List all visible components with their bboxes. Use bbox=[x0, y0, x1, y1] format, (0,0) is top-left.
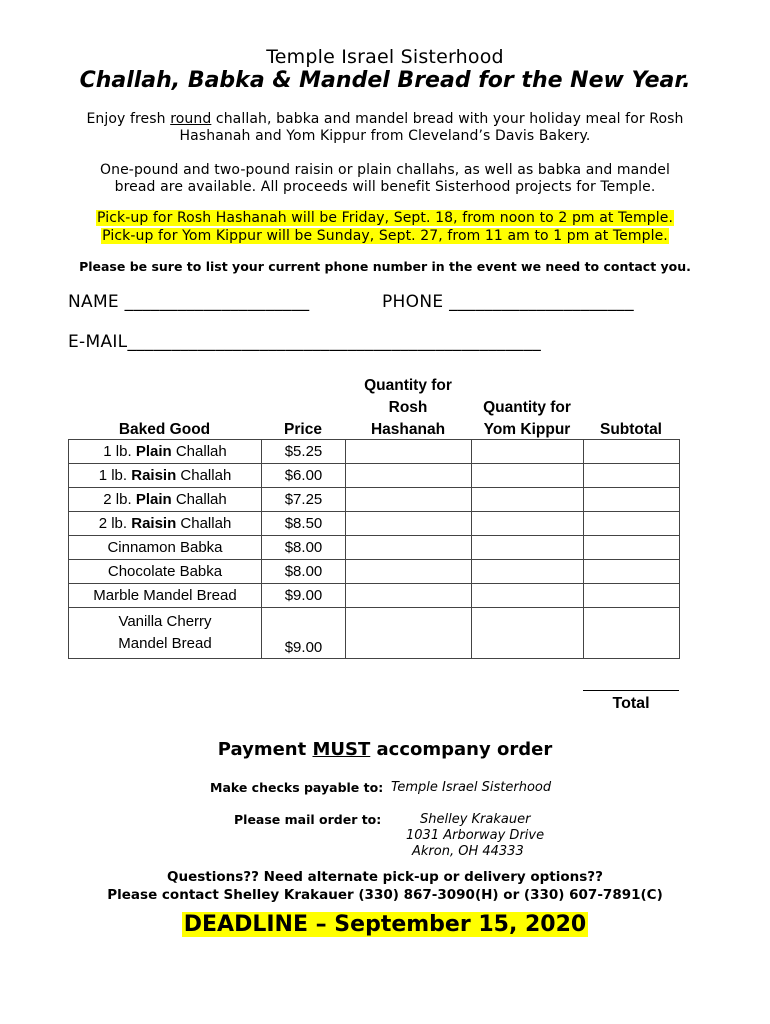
qty-rosh-cell[interactable] bbox=[346, 560, 472, 584]
qty-yom-cell[interactable] bbox=[472, 608, 584, 659]
item-name-cell: Cinnamon Babka bbox=[69, 536, 262, 560]
contact-line-1: Questions?? Need alternate pick-up or delivery options?? bbox=[167, 869, 603, 885]
price-cell: $8.50 bbox=[262, 512, 346, 536]
subtotal-cell[interactable] bbox=[584, 584, 680, 608]
must-emphasis: MUST bbox=[312, 739, 371, 760]
table-row bbox=[69, 536, 680, 560]
qty-rosh-cell[interactable] bbox=[346, 584, 472, 608]
mail-label: Please mail order to: bbox=[234, 812, 382, 827]
price-cell: $5.25 bbox=[262, 440, 346, 464]
checks-payee: Temple Israel Sisterhood bbox=[391, 780, 552, 795]
payment-heading: Payment MUST accompany order bbox=[217, 739, 553, 760]
details-line-1: One-pound and two-pound raisin or plain challahs, as well as babka and mandel bbox=[99, 162, 671, 178]
subtotal-cell[interactable] bbox=[584, 464, 680, 488]
subtotal-cell[interactable] bbox=[584, 488, 680, 512]
price-cell: $6.00 bbox=[262, 464, 346, 488]
price-cell: $8.00 bbox=[262, 536, 346, 560]
order-table bbox=[68, 439, 680, 659]
checks-label: Make checks payable to: bbox=[210, 780, 384, 795]
table-row bbox=[69, 584, 680, 608]
item-name-cell: Chocolate Babka bbox=[69, 560, 262, 584]
table-row bbox=[69, 488, 680, 512]
table-row bbox=[69, 512, 680, 536]
qty-rosh-cell[interactable] bbox=[346, 488, 472, 512]
item-name-cell: 1 lb. Raisin Challah bbox=[69, 464, 262, 488]
qty-rosh-cell[interactable] bbox=[346, 440, 472, 464]
org-name: Temple Israel Sisterhood bbox=[266, 46, 504, 68]
total-label: Total bbox=[612, 695, 650, 712]
qty-yom-cell[interactable] bbox=[472, 464, 584, 488]
subtotal-cell[interactable] bbox=[584, 536, 680, 560]
phone-note: Please be sure to list your current phone number in the event we need to contact you. bbox=[79, 259, 691, 274]
deadline: DEADLINE – September 15, 2020 bbox=[183, 912, 587, 937]
contact-line-2: Please contact Shelley Krakauer (330) 867-3090(H) or (330) 607-7891(C) bbox=[107, 887, 663, 903]
mail-name: Shelley Krakauer bbox=[420, 812, 531, 827]
round-emphasis: round bbox=[170, 111, 212, 127]
qty-yom-cell[interactable] bbox=[472, 536, 584, 560]
table-row bbox=[69, 440, 680, 464]
subtotal-cell[interactable] bbox=[584, 512, 680, 536]
phone-field[interactable]: PHONE _____________________ bbox=[382, 292, 634, 312]
item-name-cell: 2 lb. Raisin Challah bbox=[69, 512, 262, 536]
qty-rosh-cell[interactable] bbox=[346, 464, 472, 488]
qty-yom-cell[interactable] bbox=[472, 584, 584, 608]
header-qty-rosh: Quantity for Rosh Hashanah bbox=[364, 377, 452, 438]
item-name-cell: Marble Mandel Bread bbox=[69, 584, 262, 608]
qty-rosh-cell[interactable] bbox=[346, 512, 472, 536]
item-name-cell: Vanilla Cherry Mandel Bread bbox=[69, 608, 262, 659]
qty-yom-cell[interactable] bbox=[472, 488, 584, 512]
pickup-yom-kippur: Pick-up for Yom Kippur will be Sunday, Sept. 27, from 11 am to 1 pm at Temple. bbox=[102, 228, 668, 244]
header-qty-yom: Quantity for Yom Kippur bbox=[483, 399, 571, 438]
email-field[interactable]: E-MAIL_______________________________________________ bbox=[68, 332, 542, 352]
qty-yom-cell[interactable] bbox=[472, 440, 584, 464]
mail-city: Akron, OH 44333 bbox=[412, 844, 524, 859]
subtotal-cell[interactable] bbox=[584, 608, 680, 659]
intro-line-1: Enjoy fresh round challah, babka and mandel bread with your holiday meal for Rosh bbox=[86, 111, 684, 127]
price-cell: $7.25 bbox=[262, 488, 346, 512]
price-cell: $8.00 bbox=[262, 560, 346, 584]
qty-rosh-cell[interactable] bbox=[346, 608, 472, 659]
page-title: Challah, Babka & Mandel Bread for the New Year. bbox=[79, 68, 691, 93]
qty-yom-cell[interactable] bbox=[472, 560, 584, 584]
header-subtotal: Subtotal bbox=[600, 421, 662, 438]
intro-line-2: Hashanah and Yom Kippur from Cleveland’s Davis Bakery. bbox=[179, 128, 591, 144]
details-line-2: bread are available. All proceeds will benefit Sisterhood projects for Temple. bbox=[114, 179, 656, 195]
price-cell: $9.00 bbox=[262, 584, 346, 608]
name-field[interactable]: NAME _____________________ bbox=[68, 292, 310, 312]
table-row bbox=[69, 560, 680, 584]
subtotal-cell[interactable] bbox=[584, 560, 680, 584]
mail-street: 1031 Arborway Drive bbox=[406, 828, 545, 843]
item-name-cell: 2 lb. Plain Challah bbox=[69, 488, 262, 512]
header-baked-good: Baked Good bbox=[118, 421, 211, 438]
subtotal-cell[interactable] bbox=[584, 440, 680, 464]
total-blank-line[interactable] bbox=[583, 690, 679, 691]
qty-rosh-cell[interactable] bbox=[346, 536, 472, 560]
header-price: Price bbox=[284, 421, 322, 438]
price-cell: $9.00 bbox=[262, 608, 346, 659]
table-row bbox=[69, 464, 680, 488]
table-row bbox=[69, 608, 680, 659]
pickup-rosh-hashanah: Pick-up for Rosh Hashanah will be Friday, Sept. 18, from noon to 2 pm at Temple. bbox=[96, 210, 674, 226]
item-name-cell: 1 lb. Plain Challah bbox=[69, 440, 262, 464]
qty-yom-cell[interactable] bbox=[472, 512, 584, 536]
